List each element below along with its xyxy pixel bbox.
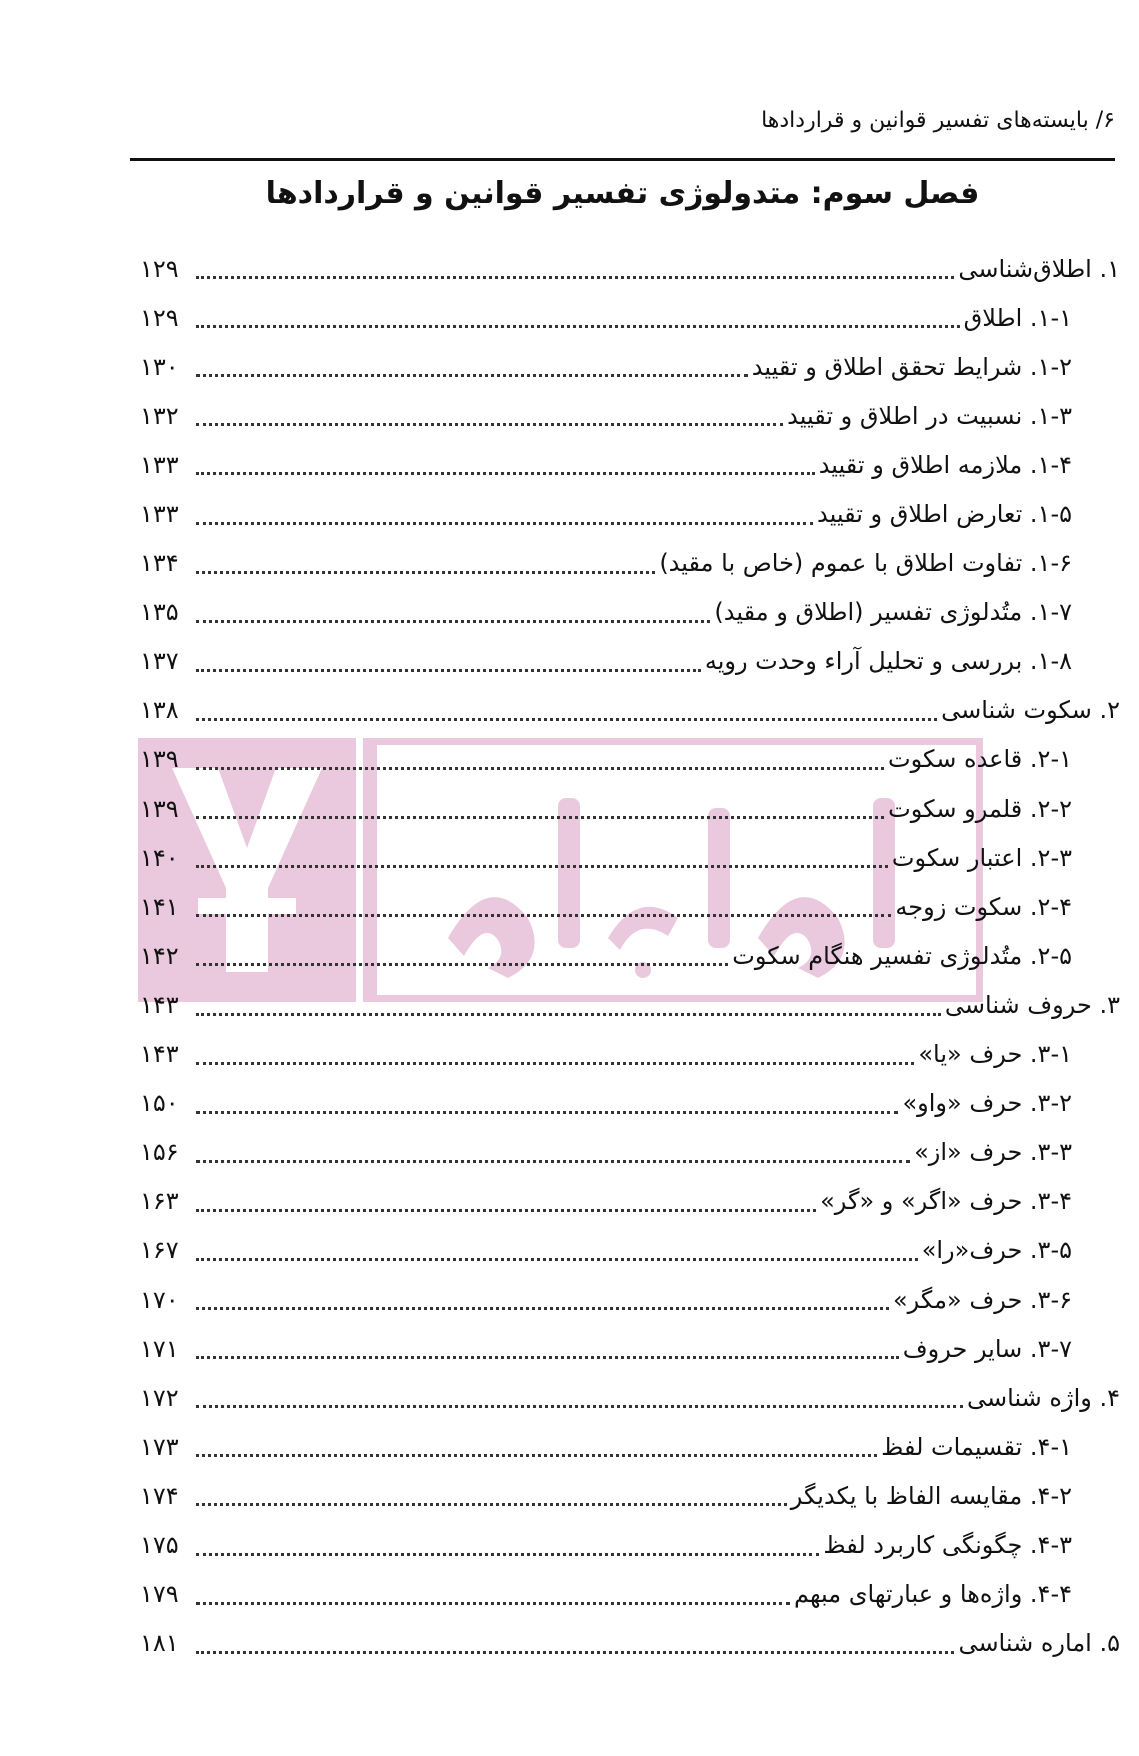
toc-entry [140, 931, 1120, 980]
dot-leader [196, 1160, 910, 1163]
toc-entry-page-number: ۱۳۴ [140, 549, 179, 578]
toc-entry-label: ۲-۱. قاعده سکوت [888, 745, 1072, 774]
toc-entry [140, 1520, 1120, 1569]
toc-entry-label: ۴-۳. چگونگی کاربرد لفظ [823, 1530, 1072, 1559]
dot-leader [196, 1062, 914, 1065]
dot-leader [196, 1602, 790, 1605]
toc-entry [140, 539, 1120, 588]
dot-leader [196, 1454, 877, 1457]
dot-leader [196, 1013, 941, 1016]
toc-entry [140, 1570, 1120, 1619]
toc-entry-page-number: ۱۳۹ [140, 745, 179, 774]
toc-entry [140, 882, 1120, 931]
toc-entry-label: ۱-۱. اطلاق [963, 303, 1072, 332]
toc-entry [140, 440, 1120, 489]
toc-entry-page-number: ۱۴۰ [140, 843, 179, 872]
toc-entry-label: ۳-۱. حرف «یا» [918, 1040, 1072, 1069]
toc-entry [140, 1324, 1120, 1373]
toc-entry [140, 637, 1120, 686]
dot-leader [196, 1356, 899, 1359]
dot-leader [196, 325, 960, 328]
toc-entry-page-number: ۱۷۱ [140, 1334, 179, 1363]
toc-entry-page-number: ۱۳۰ [140, 352, 179, 381]
toc-entry-page-number: ۱۴۳ [140, 990, 179, 1019]
toc-entry-label: ۱. اطلاق‌شناسی [958, 254, 1120, 283]
dot-leader [196, 767, 884, 770]
dot-leader [196, 963, 728, 966]
toc-entry [140, 833, 1120, 882]
toc-entry [140, 1128, 1120, 1177]
toc-entry-page-number: ۱۳۳ [140, 500, 179, 529]
toc-entry-label: ۳-۵. حرف«را» [921, 1236, 1072, 1265]
dot-leader [196, 1258, 918, 1261]
toc-entry-page-number: ۱۳۳ [140, 450, 179, 479]
toc-entry-page-number: ۱۶۳ [140, 1187, 179, 1216]
toc-entry-page-number: ۱۸۱ [140, 1629, 179, 1658]
toc-entry-label: ۵. اماره شناسی [958, 1629, 1120, 1658]
dot-leader [196, 1209, 816, 1212]
dot-leader [196, 276, 954, 279]
toc-entry-page-number: ۱۳۸ [140, 696, 179, 725]
toc-entry-label: ۲-۳. اعتبار سکوت [891, 843, 1072, 872]
dot-leader [196, 865, 888, 868]
toc-entry-page-number: ۱۳۵ [140, 598, 179, 627]
toc-entry-label: ۴-۲. مقایسه الفاظ با یکدیگر [790, 1481, 1072, 1510]
toc-entry-page-number: ۱۷۵ [140, 1530, 179, 1559]
toc-entry [140, 1619, 1120, 1668]
toc-entry [140, 1275, 1120, 1324]
dot-leader [196, 374, 748, 377]
dot-leader [196, 1405, 963, 1408]
toc-entry-page-number: ۱۳۷ [140, 647, 179, 676]
dot-leader [196, 620, 710, 623]
toc-entry-page-number: ۱۶۷ [140, 1236, 179, 1265]
dot-leader [196, 423, 783, 426]
chapter-title: فصل سوم: متدولوژی تفسیر قوانین و قراردادها [265, 176, 980, 211]
toc-entry-page-number: ۱۴۱ [140, 892, 179, 921]
toc-entry-page-number: ۱۴۳ [140, 1040, 179, 1069]
toc-entry [140, 980, 1120, 1029]
toc-entry-label: ۴-۱. تقسیمات لفظ [881, 1432, 1072, 1461]
toc-entry [140, 342, 1120, 391]
toc-entry [140, 588, 1120, 637]
dot-leader [196, 718, 937, 721]
toc-entry-label: ۲-۵. متُدلوژی تفسیر هنگام سکوت [732, 941, 1072, 970]
running-head: ۶/ بایسته‌های تفسیر قوانین و قراردادها [761, 108, 1115, 133]
toc-entry-label: ۱-۲. شرایط تحقق اطلاق و تقیید [751, 352, 1072, 381]
toc-entry-label: ۲-۲. قلمرو سکوت [888, 794, 1072, 823]
toc-entry-label: ۴. واژه شناسی [967, 1383, 1120, 1412]
dot-leader [196, 472, 815, 475]
dot-leader [196, 571, 655, 574]
toc-entry [140, 293, 1120, 342]
header-rule [130, 158, 1115, 161]
toc-entry-label: ۳-۲. حرف «واو» [902, 1089, 1072, 1118]
toc-entry-label: ۱-۷. متُدلوژی تفسیر (اطلاق و مقید) [714, 598, 1072, 627]
toc-entry-label: ۲-۴. سکوت زوجه [895, 892, 1072, 921]
toc-entry-page-number: ۱۷۰ [140, 1285, 179, 1314]
toc-entry-page-number: ۱۵۰ [140, 1089, 179, 1118]
toc-entry [140, 735, 1120, 784]
toc-entry-label: ۲. سکوت شناسی [941, 696, 1120, 725]
toc-entry-page-number: ۱۷۴ [140, 1481, 179, 1510]
toc-entry-label: ۱-۳. نسبیت در اطلاق و تقیید [787, 401, 1072, 430]
toc-entry [140, 1373, 1120, 1422]
toc-entry-page-number: ۱۵۶ [140, 1138, 179, 1167]
toc-entry [140, 1471, 1120, 1520]
toc-entry-label: ۳. حروف شناسی [944, 990, 1120, 1019]
toc-entry [140, 1422, 1120, 1471]
table-of-contents [140, 244, 1120, 1668]
toc-entry-label: ۳-۷. سایر حروف [902, 1334, 1072, 1363]
dot-leader [196, 816, 884, 819]
toc-entry-page-number: ۱۴۲ [140, 941, 179, 970]
toc-entry [140, 489, 1120, 538]
toc-entry [140, 244, 1120, 293]
toc-entry-label: ۴-۴. واژه‌ها و عبارتهای مبهم [793, 1580, 1072, 1609]
toc-entry-page-number: ۱۳۹ [140, 794, 179, 823]
toc-entry-page-number: ۱۷۲ [140, 1383, 179, 1412]
toc-entry [140, 391, 1120, 440]
toc-entry-page-number: ۱۷۳ [140, 1432, 179, 1461]
toc-entry-label: ۱-۵. تعارض اطلاق و تقیید [817, 500, 1072, 529]
dot-leader [196, 1503, 787, 1506]
toc-entry-label: ۳-۴. حرف «اگر» و «گر» [820, 1187, 1072, 1216]
toc-entry-label: ۳-۶. حرف «مگر» [892, 1285, 1072, 1314]
toc-entry-page-number: ۱۷۹ [140, 1580, 179, 1609]
toc-entry [140, 784, 1120, 833]
dot-leader [196, 1307, 889, 1310]
toc-entry [140, 1030, 1120, 1079]
toc-entry-label: ۳-۳. حرف «از» [914, 1138, 1072, 1167]
dot-leader [196, 522, 813, 525]
dot-leader [196, 1553, 819, 1556]
toc-entry [140, 1177, 1120, 1226]
toc-entry [140, 686, 1120, 735]
dot-leader [196, 914, 891, 917]
toc-entry-label: ۱-۴. ملازمه اطلاق و تقیید [818, 450, 1072, 479]
toc-entry-page-number: ۱۲۹ [140, 254, 179, 283]
toc-entry-page-number: ۱۲۹ [140, 303, 179, 332]
toc-entry-label: ۱-۸. بررسی و تحلیل آراء وحدت رویه [704, 647, 1072, 676]
dot-leader [196, 669, 701, 672]
dot-leader [196, 1651, 954, 1654]
toc-entry-page-number: ۱۳۲ [140, 401, 179, 430]
toc-entry [140, 1226, 1120, 1275]
dot-leader [196, 1111, 898, 1114]
toc-entry-label: ۱-۶. تفاوت اطلاق با عموم (خاص با مقید) [659, 549, 1072, 578]
toc-entry [140, 1079, 1120, 1128]
